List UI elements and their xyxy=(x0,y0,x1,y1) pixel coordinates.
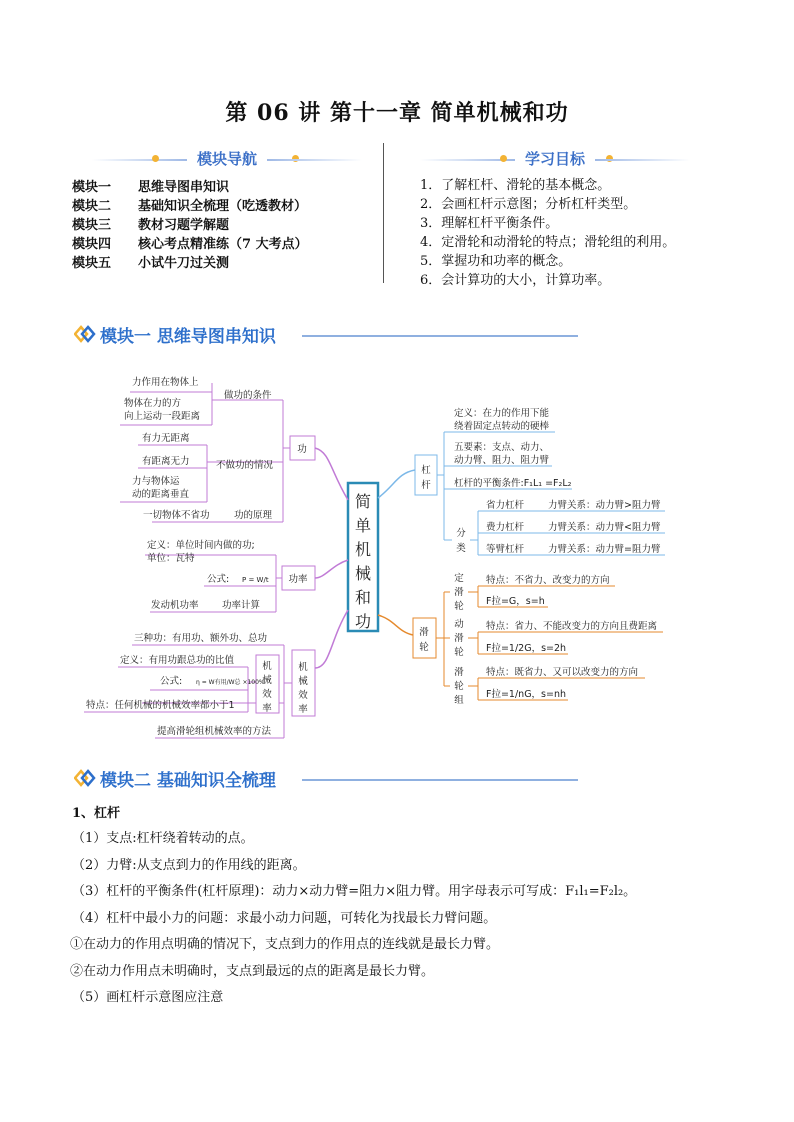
svg-text:滑: 滑 xyxy=(419,627,429,638)
section-title-1: 模块一 思维导图串知识 xyxy=(100,327,276,347)
svg-text:轮: 轮 xyxy=(454,601,464,612)
diamond-icon xyxy=(74,325,96,345)
svg-text:定义：在力的作用下能: 定义：在力的作用下能 xyxy=(454,408,550,419)
goal-item: 6．会计算功的大小，计算功率。 xyxy=(420,273,611,288)
svg-text:和: 和 xyxy=(354,588,372,607)
svg-text:定义：单位时间内做的功;: 定义：单位时间内做的功; xyxy=(147,540,255,551)
body-line: （5）画杠杆示意图应注意 xyxy=(72,990,224,1005)
svg-text:率: 率 xyxy=(298,704,308,715)
goal-item: 1．了解杠杆、滑轮的基本概念。 xyxy=(420,178,611,193)
section-title-2: 模块二 基础知识全梳理 xyxy=(100,771,276,791)
svg-text:发动机功率: 发动机功率 xyxy=(151,600,199,611)
subsection-heading: 1、杠杆 xyxy=(72,806,121,821)
svg-text:功: 功 xyxy=(354,612,372,631)
mindmap-right-links-blue xyxy=(378,470,415,498)
svg-text:机: 机 xyxy=(262,661,272,672)
body-line: （3）杠杆的平衡条件(杠杆原理)：动力×动力臂=阻力×阻力臂。用字母表示可写成：F₁l₁=F₂l₂。 xyxy=(72,884,637,899)
svg-text:力与物体运: 力与物体运 xyxy=(132,476,180,487)
svg-text:特点：省力、不能改变力的方向且费距离: 特点：省力、不能改变力的方向且费距离 xyxy=(486,621,658,632)
svg-text:F拉=1/2G，s=2h: F拉=1/2G，s=2h xyxy=(486,643,567,654)
nav-heading-bar xyxy=(92,148,362,170)
svg-text:功的原理: 功的原理 xyxy=(234,510,273,521)
svg-text:杠杆的平衡条件:F₁L₁ =F₂L₂: 杠杆的平衡条件:F₁L₁ =F₂L₂ xyxy=(454,478,572,489)
svg-text:省力杠杆: 省力杠杆 xyxy=(486,500,525,511)
mindmap-right-links-orange xyxy=(378,615,413,635)
svg-text:P = W/t: P = W/t xyxy=(242,576,269,584)
page-title: 第 06 讲 第十一章 简单机械和功 xyxy=(225,100,569,126)
svg-text:机: 机 xyxy=(298,662,308,673)
goals-heading-bar xyxy=(420,148,690,170)
svg-text:分: 分 xyxy=(456,528,466,539)
column-divider xyxy=(383,143,384,283)
svg-text:轮: 轮 xyxy=(419,642,429,653)
body-line: （4）杠杆中最小力的问题：求最小动力问题，可转化为找最长力臂问题。 xyxy=(72,910,497,926)
svg-text:有力无距离: 有力无距离 xyxy=(142,433,190,444)
svg-text:做功的条件: 做功的条件 xyxy=(224,390,272,401)
goal-item: 2．会画杠杆示意图；分析杠杆类型。 xyxy=(420,197,637,212)
body-line: （2）力臂:从支点到力的作用线的距离。 xyxy=(72,857,306,873)
nav-item[interactable]: 模块三 教材习题学解题 xyxy=(72,218,230,233)
svg-text:类: 类 xyxy=(456,543,466,554)
body-line: （1）支点:杠杆绕着转动的点。 xyxy=(72,831,254,846)
svg-text:机: 机 xyxy=(354,540,372,559)
svg-text:三种功：有用功、额外功、总功: 三种功：有用功、额外功、总功 xyxy=(134,633,268,644)
nav-item[interactable]: 模块四 核心考点精准练（7 大考点） xyxy=(72,237,308,252)
svg-text:动的距离垂直: 动的距离垂直 xyxy=(132,489,190,500)
svg-text:特点：既省力、又可以改变力的方向: 特点：既省力、又可以改变力的方向 xyxy=(486,667,639,678)
nav-item[interactable]: 模块一 思维导图串知识 xyxy=(72,180,230,195)
svg-text:轮: 轮 xyxy=(454,681,464,692)
svg-text:力臂关系：动力臂<阻力臂: 力臂关系：动力臂<阻力臂 xyxy=(548,522,661,533)
svg-text:特点：不省力、改变力的方向: 特点：不省力、改变力的方向 xyxy=(486,575,610,586)
svg-text:动力臂、阻力、阻力臂: 动力臂、阻力、阻力臂 xyxy=(454,455,550,466)
svg-text:特点：任何机械的机械效率都小于1: 特点：任何机械的机械效率都小于1 xyxy=(86,700,235,711)
svg-text:一切物体不省功: 一切物体不省功 xyxy=(143,510,210,521)
svg-text:公式:: 公式: xyxy=(160,676,183,687)
svg-text:绕着固定点转动的硬棒: 绕着固定点转动的硬棒 xyxy=(454,421,550,432)
svg-text:η = W有用/W总 ×100%: η = W有用/W总 ×100% xyxy=(196,679,265,686)
svg-text:滑: 滑 xyxy=(454,633,464,644)
body-line: ②在动力作用点未明确时，支点到最远的点的距离是最长力臂。 xyxy=(70,963,435,979)
diamond-icon xyxy=(74,769,96,789)
svg-text:滑: 滑 xyxy=(454,667,464,678)
svg-text:动: 动 xyxy=(454,619,464,630)
svg-text:费力杠杆: 费力杠杆 xyxy=(486,522,525,533)
node-gong: 功 xyxy=(297,444,307,455)
svg-text:功率计算: 功率计算 xyxy=(222,600,261,611)
mindmap-left-links xyxy=(315,448,348,668)
goals-heading: 学习目标 xyxy=(524,150,585,168)
svg-text:单位：瓦特: 单位：瓦特 xyxy=(147,553,195,564)
svg-text:定义：有用功跟总功的比值: 定义：有用功跟总功的比值 xyxy=(120,655,235,666)
svg-text:单: 单 xyxy=(354,516,372,535)
svg-text:有距离无力: 有距离无力 xyxy=(142,456,190,467)
goal-item: 5．掌握功和功率的概念。 xyxy=(420,254,572,269)
nav-item[interactable]: 模块五 小试牛刀过关测 xyxy=(72,256,230,271)
svg-text:杠: 杠 xyxy=(421,465,431,476)
svg-text:五要素：支点、动力、: 五要素：支点、动力、 xyxy=(454,442,550,453)
svg-text:简: 简 xyxy=(354,492,372,511)
svg-text:不做功的情况: 不做功的情况 xyxy=(216,460,274,471)
mind-map xyxy=(0,360,794,760)
body-line: ①在动力的作用点明确的情况下，支点到力的作用点的连线就是最长力臂。 xyxy=(70,937,500,952)
svg-text:力作用在物体上: 力作用在物体上 xyxy=(132,377,199,388)
svg-text:定: 定 xyxy=(454,573,464,584)
svg-text:效: 效 xyxy=(298,690,308,701)
svg-text:率: 率 xyxy=(262,703,272,714)
svg-text:物体在力的方: 物体在力的方 xyxy=(124,398,182,409)
nav-item[interactable]: 模块二 基础知识全梳理（吃透教材） xyxy=(72,199,308,214)
svg-text:械: 械 xyxy=(262,675,272,686)
module-nav-list xyxy=(72,178,308,273)
svg-text:组: 组 xyxy=(454,695,464,706)
svg-text:械: 械 xyxy=(298,676,308,687)
svg-text:杆: 杆 xyxy=(421,480,431,491)
body-content xyxy=(72,826,636,1012)
svg-text:滑: 滑 xyxy=(454,587,464,598)
svg-text:力臂关系：动力臂=阻力臂: 力臂关系：动力臂=阻力臂 xyxy=(548,544,661,555)
node-gonglv: 功率 xyxy=(288,574,308,585)
svg-text:公式:: 公式: xyxy=(207,574,230,585)
svg-text:向上运动一段距离: 向上运动一段距离 xyxy=(124,411,201,422)
svg-text:轮: 轮 xyxy=(454,647,464,658)
learning-goals-list xyxy=(420,176,675,290)
goal-item: 3．理解杠杆平衡条件。 xyxy=(420,216,559,231)
svg-text:提高滑轮组机械效率的方法: 提高滑轮组机械效率的方法 xyxy=(157,726,272,737)
nav-heading: 模块导航 xyxy=(196,150,257,168)
svg-text:效: 效 xyxy=(262,689,272,700)
svg-text:等臂杠杆: 等臂杠杆 xyxy=(486,544,525,555)
svg-text:F拉=G，s=h: F拉=G，s=h xyxy=(486,596,545,607)
goal-item: 4．定滑轮和动滑轮的特点；滑轮组的利用。 xyxy=(420,235,676,250)
svg-text:力臂关系：动力臂>阻力臂: 力臂关系：动力臂>阻力臂 xyxy=(548,500,661,511)
svg-text:F拉=1/nG，s=nh: F拉=1/nG，s=nh xyxy=(486,689,567,700)
svg-text:械: 械 xyxy=(354,564,372,583)
